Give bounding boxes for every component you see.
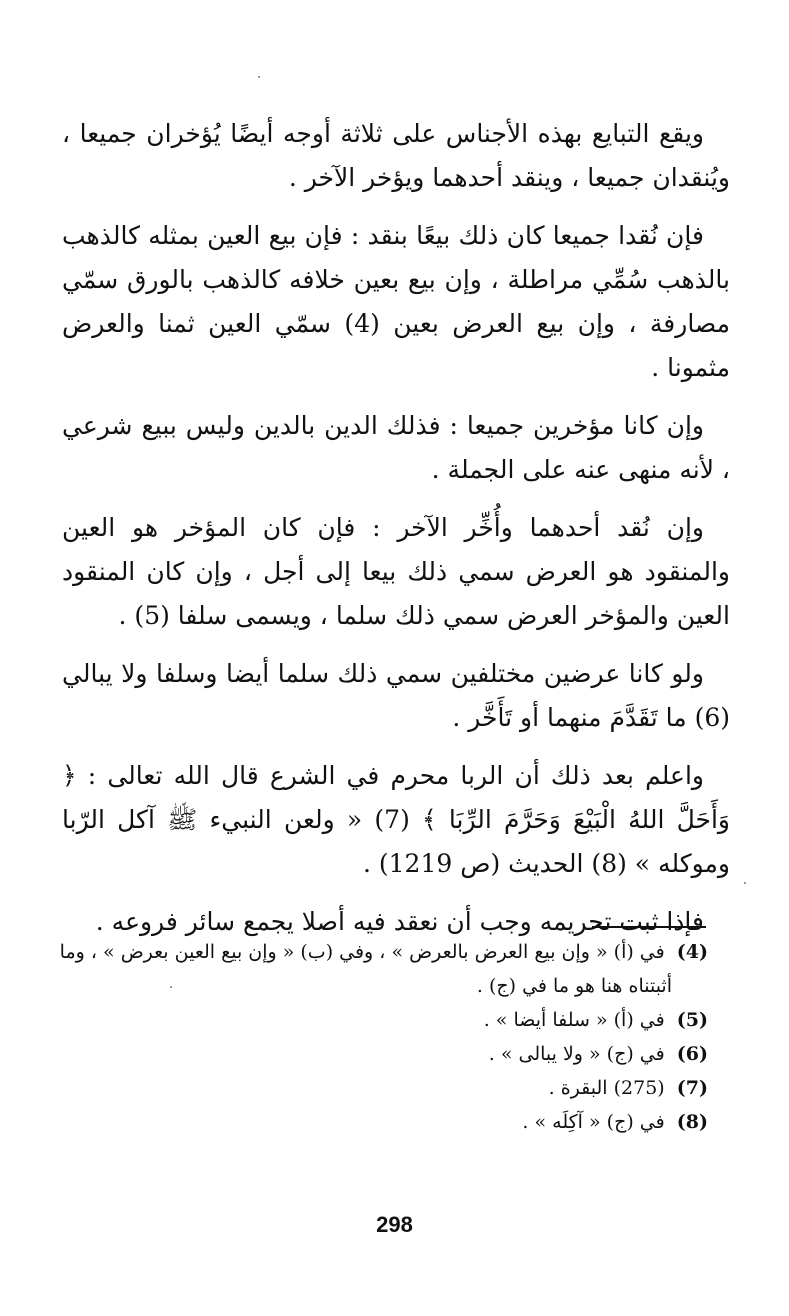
footnote-text: في (ج) « ولا يبالى » . [488,1043,665,1065]
footnote-7 [44,1071,708,1105]
scan-speck [744,882,746,884]
paragraph-5: ولو كانا عرضين مختلفين سمي ذلك سلما أيضا وسلفا ولا يبالي (6) ما تَقَدَّمَ منهما أو تَأَخَّر . [62,659,730,732]
footnote-number: (8) [676,1111,708,1133]
footnote-8 [44,1105,708,1139]
footnote-number: (6) [676,1043,708,1065]
footnote-6 [44,1037,708,1071]
footnote-4 [44,935,708,969]
footnote-text: في (ج) « آكِلَه » . [522,1111,665,1133]
paragraph-3: وإن كانا مؤخرين جميعا : فذلك الدين بالدين وليس ببيع شرعي ، لأنه منهى عنه على الجملة . [62,411,730,484]
footnote-text: في (أ) « سلفا أيضا » . [483,1009,665,1031]
paragraph-6: واعلم بعد ذلك أن الربا محرم في الشرع قال الله تعالى : ﴿ وَأَحَلَّ اللهُ الْبَيْعَ وَحَرَّمَ الرِّبَا ﴾ (7) « ولعن النبيء ﷺ آكل الرّبا وموكله » (8) الحديث (ص 1219) . [62,761,730,878]
scan-speck [258,76,260,78]
page-number: 298 [376,1212,413,1237]
scan-speck [170,986,172,988]
footnote-divider [592,926,706,928]
footnote-4-continuation: أثبتناه هنا هو ما في (ج) . [476,975,672,997]
footnotes [44,935,708,1139]
paragraph-7: فإذا ثبت تحريمه وجب أن نعقد فيه أصلا يجمع سائر فروعه . [95,907,704,936]
footnote-5 [44,1003,708,1037]
paragraph-1: ويقع التبايع بهذه الأجناس على ثلاثة أوجه أيضًا يُؤخران جميعا ، ويُنقدان جميعا ، وينقد أحدهما ويؤخر الآخر . [62,119,730,192]
paragraph-2: فإن نُقدا جميعا كان ذلك بيعًا بنقد : فإن بيع العين بمثله كالذهب بالذهب سُمِّي مراطلة ، وإن بيع بعين خلافه كالذهب بالورق سمّي مصارفة ، وإن بيع العرض بعين (4) سمّي العين ثمنا والعرض مثمونا . [62,221,731,382]
footnote-text: في (أ) « وإن بيع العرض بالعرض » ، وفي (ب) « وإن بيع العين بعرض » ، وما [59,941,665,963]
footnote-number: (7) [676,1077,708,1099]
footnote-number: (5) [676,1009,708,1031]
paragraph-4: وإن نُقد أحدهما وأُخِّر الآخر : فإن كان المؤخر هو العين والمنقود هو العرض سمي ذلك بيعا إلى أجل ، وإن كان المنقود العين والمؤخر العرض سمي ذلك سلما ، ويسمى سلفا (5) . [62,513,730,630]
footnote-number: (4) [676,941,708,963]
main-text [62,112,730,958]
footnote-text: (275) البقرة . [548,1077,665,1099]
